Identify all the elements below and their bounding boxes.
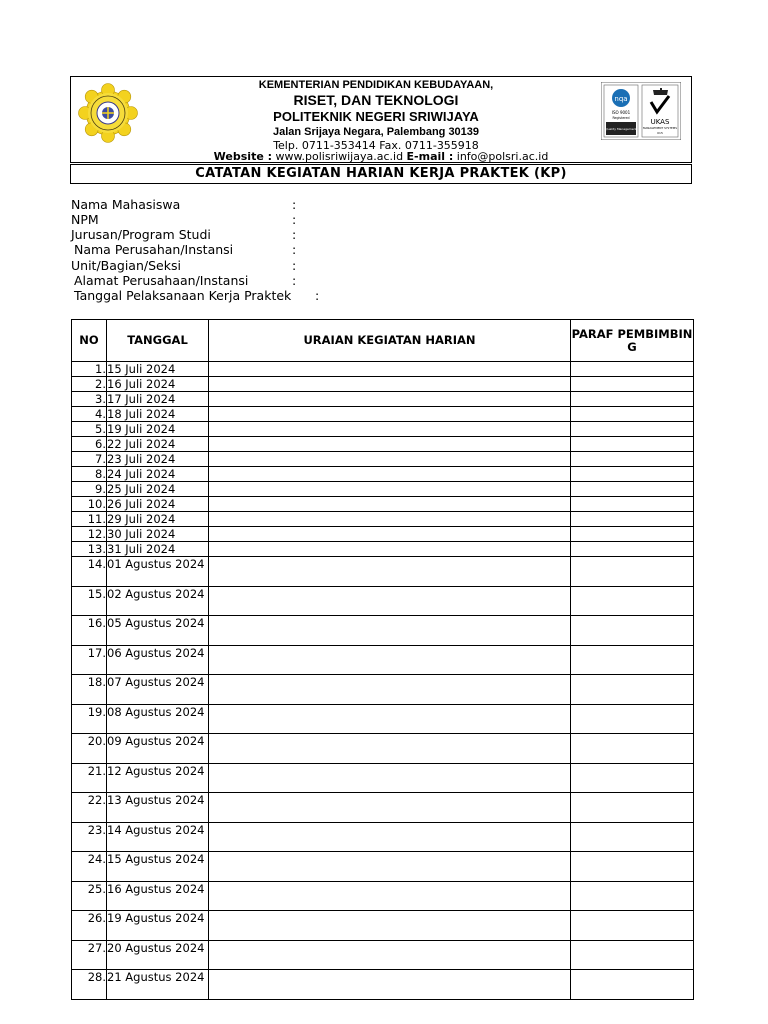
signature-cell[interactable]	[571, 586, 694, 616]
row-number: 23.	[72, 822, 107, 852]
activity-cell[interactable]	[209, 407, 571, 422]
signature-cell[interactable]	[571, 645, 694, 675]
activity-cell[interactable]	[209, 362, 571, 377]
table-row	[72, 911, 694, 941]
row-number: 24.	[72, 852, 107, 882]
row-number: 3.	[72, 392, 107, 407]
email-label: E-mail :	[406, 150, 454, 163]
table-row	[72, 852, 694, 882]
row-date: 31 Juli 2024	[107, 542, 209, 557]
signature-cell[interactable]	[571, 675, 694, 705]
row-date: 30 Juli 2024	[107, 527, 209, 542]
row-date: 09 Agustus 2024	[107, 734, 209, 764]
row-number: 28.	[72, 970, 107, 1000]
row-date: 24 Juli 2024	[107, 467, 209, 482]
table-row	[72, 675, 694, 705]
row-date: 26 Juli 2024	[107, 497, 209, 512]
row-date: 05 Agustus 2024	[107, 616, 209, 646]
field-colon: :	[292, 212, 297, 227]
row-date: 19 Agustus 2024	[107, 911, 209, 941]
row-number: 10.	[72, 497, 107, 512]
activity-cell[interactable]	[209, 392, 571, 407]
row-number: 26.	[72, 911, 107, 941]
field-label-internship-date: Tanggal Pelaksanaan Kerja Praktek	[74, 288, 292, 303]
management-systems-text: MANAGEMENT SYSTEMS	[642, 126, 678, 130]
row-number: 5.	[72, 422, 107, 437]
row-number: 19.	[72, 704, 107, 734]
table-row	[72, 422, 694, 437]
activity-cell[interactable]	[209, 542, 571, 557]
row-date: 22 Juli 2024	[107, 437, 209, 452]
signature-cell[interactable]	[571, 422, 694, 437]
row-number: 16.	[72, 616, 107, 646]
row-date: 16 Agustus 2024	[107, 881, 209, 911]
row-number: 2.	[72, 377, 107, 392]
row-date: 07 Agustus 2024	[107, 675, 209, 705]
activity-cell[interactable]	[209, 437, 571, 452]
activity-cell[interactable]	[209, 675, 571, 705]
row-number: 25.	[72, 881, 107, 911]
activity-cell[interactable]	[209, 512, 571, 527]
row-date: 15 Agustus 2024	[107, 852, 209, 882]
field-label-company: Nama Perusahan/Instansi	[74, 242, 234, 257]
signature-cell[interactable]	[571, 970, 694, 1000]
row-number: 11.	[72, 512, 107, 527]
row-date: 06 Agustus 2024	[107, 645, 209, 675]
website-label: Website :	[213, 150, 273, 163]
table-row	[72, 467, 694, 482]
signature-cell[interactable]	[571, 362, 694, 377]
table-row	[72, 734, 694, 764]
signature-cell[interactable]	[571, 557, 694, 587]
table-row	[72, 437, 694, 452]
row-date: 25 Juli 2024	[107, 482, 209, 497]
row-date: 29 Juli 2024	[107, 512, 209, 527]
signature-cell[interactable]	[571, 482, 694, 497]
signature-cell[interactable]	[571, 497, 694, 512]
field-colon: :	[292, 242, 297, 257]
signature-cell[interactable]	[571, 437, 694, 452]
quality-management-text: Quality Management	[605, 127, 637, 131]
row-number: 13.	[72, 542, 107, 557]
iso-text: ISO 9001	[611, 110, 631, 115]
row-number: 8.	[72, 467, 107, 482]
signature-cell[interactable]	[571, 616, 694, 646]
field-colon: :	[292, 227, 297, 242]
header-activity: URAIAN KEGIATAN HARIAN	[209, 320, 571, 362]
daily-activity-table	[71, 319, 694, 1000]
row-number: 27.	[72, 940, 107, 970]
signature-cell[interactable]	[571, 734, 694, 764]
signature-cell[interactable]	[571, 911, 694, 941]
table-row	[72, 542, 694, 557]
activity-cell[interactable]	[209, 467, 571, 482]
signature-cell[interactable]	[571, 527, 694, 542]
table-row	[72, 527, 694, 542]
table-row	[72, 616, 694, 646]
field-label-student-name: Nama Mahasiswa	[71, 197, 181, 212]
table-row	[72, 512, 694, 527]
row-date: 20 Agustus 2024	[107, 940, 209, 970]
signature-cell[interactable]	[571, 940, 694, 970]
table-row	[72, 452, 694, 467]
table-row	[72, 704, 694, 734]
activity-cell[interactable]	[209, 377, 571, 392]
field-label-company-address: Alamat Perusahaan/Instansi	[74, 273, 249, 288]
row-number: 22.	[72, 793, 107, 823]
field-colon: :	[315, 288, 320, 303]
row-date: 19 Juli 2024	[107, 422, 209, 437]
activity-cell[interactable]	[209, 704, 571, 734]
row-date: 01 Agustus 2024	[107, 557, 209, 587]
signature-cell[interactable]	[571, 704, 694, 734]
document-title: CATATAN KEGIATAN HARIAN KERJA PRAKTEK (KP)	[70, 164, 692, 184]
table-row	[72, 793, 694, 823]
activity-cell[interactable]	[209, 645, 571, 675]
row-number: 1.	[72, 362, 107, 377]
letterhead-text	[161, 77, 591, 153]
signature-cell[interactable]	[571, 852, 694, 882]
activity-cell[interactable]	[209, 734, 571, 764]
table-row	[72, 392, 694, 407]
field-label-npm: NPM	[71, 212, 99, 227]
field-label-study-program: Jurusan/Program Studi	[71, 227, 211, 242]
activity-cell[interactable]	[209, 616, 571, 646]
website-link[interactable]: www.polisriwijaya.ac.id	[275, 150, 404, 163]
field-colon: :	[292, 197, 297, 212]
header-no: NO	[72, 320, 107, 362]
row-number: 21.	[72, 763, 107, 793]
contact-line	[71, 150, 691, 163]
signature-cell[interactable]	[571, 467, 694, 482]
row-date: 12 Agustus 2024	[107, 763, 209, 793]
institution-name: POLITEKNIK NEGERI SRIWIJAYA	[273, 109, 479, 124]
row-number: 15.	[72, 586, 107, 616]
table-row	[72, 497, 694, 512]
table-row	[72, 407, 694, 422]
signature-cell[interactable]	[571, 881, 694, 911]
table-row	[72, 645, 694, 675]
activity-cell[interactable]	[209, 452, 571, 467]
institution-phone: Telp. 0711-353414 Fax. 0711-355918	[273, 139, 479, 152]
field-colon: :	[292, 273, 297, 288]
activity-cell[interactable]	[209, 881, 571, 911]
table-row	[72, 482, 694, 497]
ukas-text: UKAS	[650, 118, 670, 126]
institution-address: Jalan Srijaya Negara, Palembang 30139	[272, 126, 480, 138]
email-link[interactable]: info@polsri.ac.id	[456, 150, 549, 163]
iso-ukas-certification-icon	[601, 82, 681, 140]
activity-cell[interactable]	[209, 586, 571, 616]
row-date: 23 Juli 2024	[107, 452, 209, 467]
activity-cell[interactable]	[209, 527, 571, 542]
signature-cell[interactable]	[571, 542, 694, 557]
row-date: 08 Agustus 2024	[107, 704, 209, 734]
row-date: 18 Juli 2024	[107, 407, 209, 422]
signature-cell[interactable]	[571, 793, 694, 823]
activity-cell[interactable]	[209, 793, 571, 823]
signature-cell[interactable]	[571, 452, 694, 467]
ukas-number-text: 015	[657, 131, 663, 135]
table-row	[72, 822, 694, 852]
row-number: 9.	[72, 482, 107, 497]
table-row	[72, 970, 694, 1000]
header-date: TANGGAL	[107, 320, 209, 362]
activity-cell[interactable]	[209, 852, 571, 882]
header-supervisor-signature: PARAF PEMBIMBIN G	[571, 320, 694, 362]
row-number: 7.	[72, 452, 107, 467]
row-number: 20.	[72, 734, 107, 764]
table-row	[72, 881, 694, 911]
row-number: 6.	[72, 437, 107, 452]
table-row	[72, 377, 694, 392]
signature-cell[interactable]	[571, 512, 694, 527]
activity-cell[interactable]	[209, 940, 571, 970]
ministry-name: KEMENTERIAN PENDIDIKAN KEBUDAYAAN,	[258, 79, 494, 91]
polsri-emblem-icon	[77, 82, 139, 144]
activity-cell[interactable]	[209, 422, 571, 437]
activity-cell[interactable]	[209, 911, 571, 941]
signature-cell[interactable]	[571, 763, 694, 793]
table-row	[72, 557, 694, 587]
row-date: 21 Agustus 2024	[107, 970, 209, 1000]
activity-cell[interactable]	[209, 763, 571, 793]
row-date: 17 Juli 2024	[107, 392, 209, 407]
row-date: 02 Agustus 2024	[107, 586, 209, 616]
signature-cell[interactable]	[571, 822, 694, 852]
activity-cell[interactable]	[209, 482, 571, 497]
signature-cell[interactable]	[571, 377, 694, 392]
row-number: 4.	[72, 407, 107, 422]
activity-cell[interactable]	[209, 822, 571, 852]
row-date: 16 Juli 2024	[107, 377, 209, 392]
signature-cell[interactable]	[571, 407, 694, 422]
signature-cell[interactable]	[571, 392, 694, 407]
row-date: 13 Agustus 2024	[107, 793, 209, 823]
row-number: 18.	[72, 675, 107, 705]
activity-cell[interactable]	[209, 970, 571, 1000]
row-number: 17.	[72, 645, 107, 675]
activity-cell[interactable]	[209, 557, 571, 587]
activity-cell[interactable]	[209, 497, 571, 512]
nqa-text: nqa	[614, 95, 628, 103]
row-date: 15 Juli 2024	[107, 362, 209, 377]
table-row	[72, 763, 694, 793]
letterhead	[70, 76, 692, 163]
row-number: 12.	[72, 527, 107, 542]
field-label-unit: Unit/Bagian/Seksi	[71, 258, 181, 273]
row-number: 14.	[72, 557, 107, 587]
table-row	[72, 362, 694, 377]
field-colon: :	[292, 258, 297, 273]
table-row	[72, 586, 694, 616]
table-row	[72, 940, 694, 970]
registered-text: Registered	[612, 116, 630, 120]
ministry-name-continued: RISET, DAN TEKNOLOGI	[293, 92, 459, 108]
row-date: 14 Agustus 2024	[107, 822, 209, 852]
